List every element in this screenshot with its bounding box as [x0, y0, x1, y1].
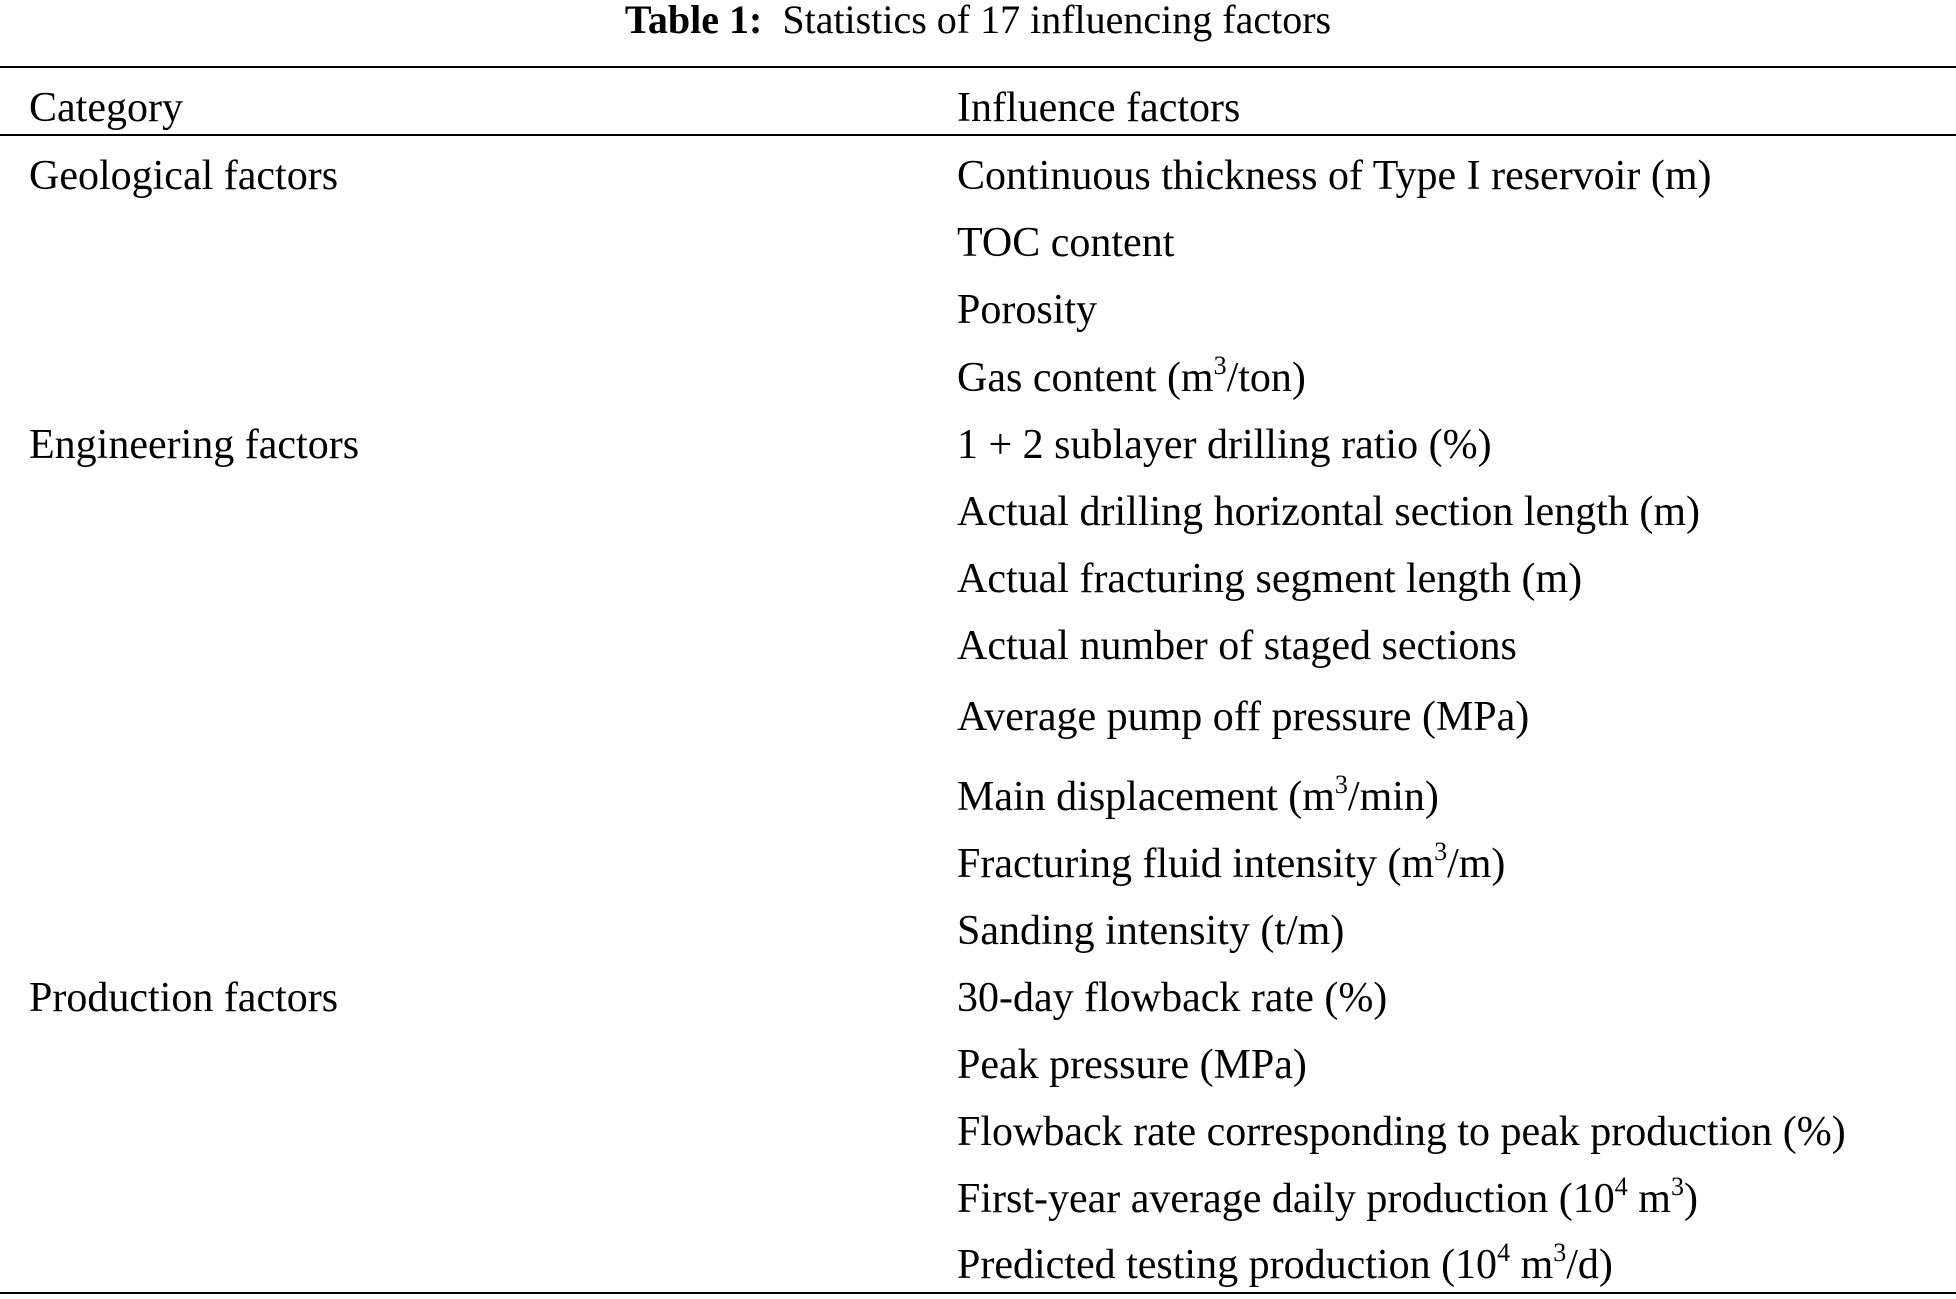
factor-fracturing-segment-length: Actual fracturing segment length (m) [957, 556, 1583, 602]
category-geological: Geological factors [29, 153, 339, 199]
table-header-rule [0, 134, 1956, 136]
factor-type-i-thickness: Continuous thickness of Type I reservoir (m) [957, 153, 1712, 199]
factor-gas-content: Gas content $(m^3/ton)$ [957, 351, 1306, 401]
category-engineering: Engineering factors [29, 422, 360, 468]
table-caption-text: Statistics of 17 influencing factors [782, 0, 1332, 42]
factor-30-day-flowback-rate: 30-day flowback rate (%) [957, 975, 1388, 1021]
factor-flowback-rate-peak-production: Flowback rate corresponding to peak production (%) [957, 1109, 1846, 1155]
header-influence-factors: Influence factors [957, 85, 1241, 131]
factor-toc-content: TOC content [957, 220, 1175, 266]
table-top-rule [0, 66, 1956, 68]
header-category: Category [29, 85, 183, 131]
factor-sublayer-drilling-ratio: 1 + 2 sublayer drilling ratio (%) [957, 422, 1492, 468]
table-bottom-rule [0, 1292, 1956, 1294]
factor-staged-sections: Actual number of staged sections [957, 623, 1517, 669]
factor-sanding-intensity: Sanding intensity (t/m) [957, 908, 1345, 954]
factor-porosity: Porosity [957, 287, 1098, 333]
category-production: Production factors [29, 975, 339, 1021]
factor-pump-off-pressure: Average pump off pressure (MPa) [957, 694, 1530, 740]
factor-horizontal-section-length: Actual drilling horizontal section length (m) [957, 489, 1700, 535]
table-caption [0, 0, 1956, 42]
factor-peak-pressure: Peak pressure (MPa) [957, 1042, 1307, 1088]
factor-first-year-daily-production: First-year average daily production ($10^4$ $m^3$) [957, 1172, 1698, 1222]
factor-main-displacement: Main displacement $(m^3/\min)$ [957, 770, 1439, 820]
factor-predicted-testing-production: Predicted testing production ($10^4$ $m^3/d$) [957, 1238, 1613, 1288]
table-caption-label: Table 1: [624, 0, 763, 42]
factor-fracturing-fluid-intensity: Fracturing fluid intensity $(m^3/m)$ [957, 837, 1506, 887]
